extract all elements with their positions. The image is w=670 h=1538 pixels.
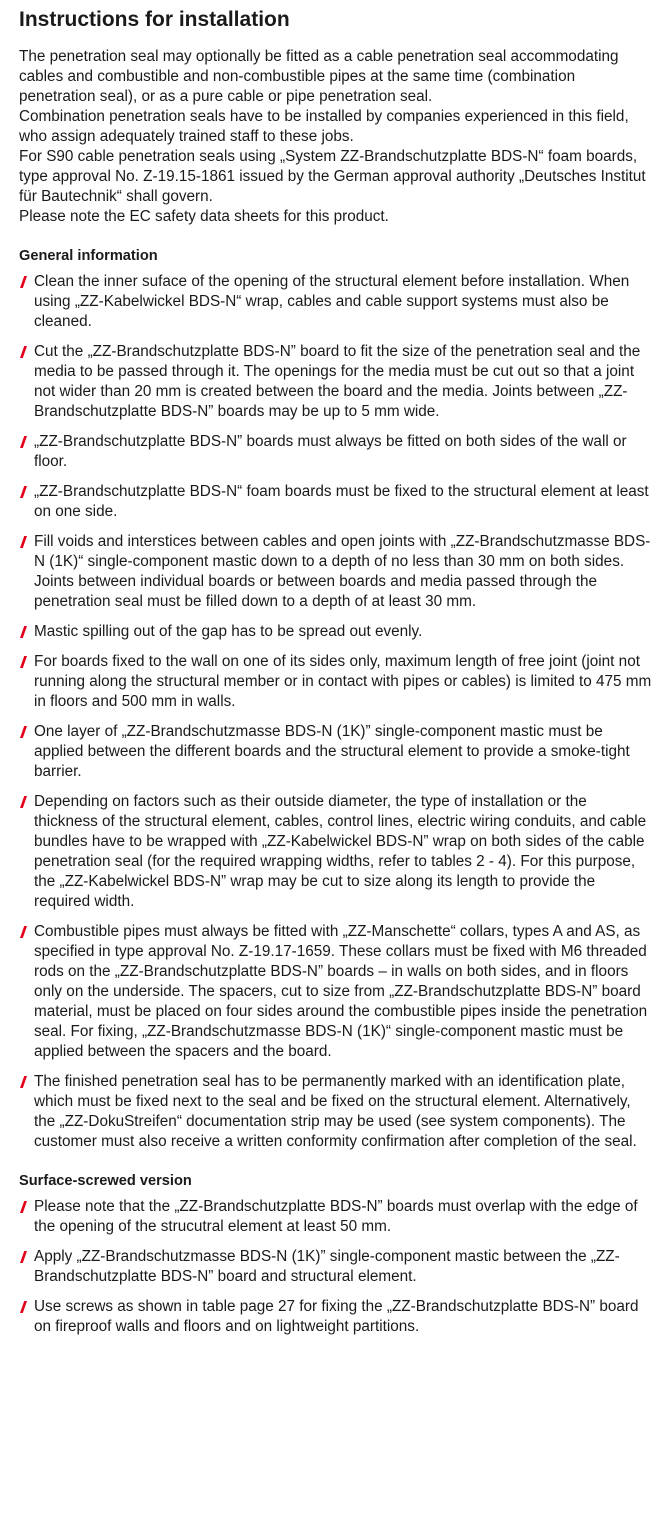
red-slash-bullet-icon (20, 1201, 27, 1213)
red-slash-bullet-icon (20, 1251, 27, 1263)
red-slash-bullet-icon (20, 486, 27, 498)
bullet-list (19, 272, 652, 1152)
list-item (19, 922, 652, 1062)
list-item (19, 1197, 652, 1237)
list-item-text: Fill voids and interstices between cables and open joints with „ZZ-Brandschutzmasse BDS-N (1K)“ single-component mastic down to a depth of no less than 30 mm on both sides. Joints between individual boards or between boards and media passed through the penetration seal must be filled down to a depth of at least 30 mm. (34, 533, 651, 610)
list-item-text: Please note that the „ZZ-Brandschutzplatte BDS-N” boards must overlap with the edge of the opening of the strucutral element at least 50 mm. (34, 1198, 638, 1235)
list-item-text: Use screws as shown in table page 27 for fixing the „ZZ-Brandschutzplatte BDS-N” board on fireproof walls and floors and on lightweight partitions. (34, 1298, 639, 1335)
red-slash-bullet-icon (20, 656, 27, 668)
list-item (19, 1297, 652, 1337)
intro-paragraph: Please note the EC safety data sheets for this product. (19, 208, 389, 225)
list-item-text: One layer of „ZZ-Brandschutzmasse BDS-N (1K)” single-component mastic must be applied between the different boards and the structural element to provide a smoke-tight barrier. (34, 723, 630, 780)
red-slash-bullet-icon (20, 926, 27, 938)
list-item (19, 342, 652, 422)
intro-paragraph: For S90 cable penetration seals using „System ZZ-Brandschutzplatte BDS-N“ foam boards, type approval No. Z-19.15-1861 issued by the German approval authority „Deutsches Institut für Bautechnik“ shall govern. (19, 148, 646, 205)
list-item-text: Clean the inner suface of the opening of the structural element before installation. When using „ZZ-Kabelwickel BDS-N“ wrap, cables and cable support systems must also be cleaned. (34, 273, 630, 330)
list-item-text: For boards fixed to the wall on one of its sides only, maximum length of free joint (joint not running along the structural member or in contact with pipes or cables) is limited to 475 mm in floors and 500 mm in walls. (34, 653, 652, 710)
list-item-text: Apply „ZZ-Brandschutzmasse BDS-N (1K)” single-component mastic between the „ZZ-Brandschutzplatte BDS-N” board and structural element. (34, 1248, 620, 1285)
list-item-text: Cut the „ZZ-Brandschutzplatte BDS-N” board to fit the size of the penetration seal and the media to be passed through it. The openings for the media must be cut out so that a joint not wider than 20 mm is created between the board and the media. Joints between „ZZ-Brandschutzplatte BDS-N” boards may be up to 5 mm wide. (34, 343, 641, 420)
red-slash-bullet-icon (20, 276, 27, 288)
list-item-text: The finished penetration seal has to be permanently marked with an identification plate, which must be fixed next to the seal and be fixed on the structural element. Alternatively, the „ZZ-DokuStreifen“ documentation strip may be used (see system components). The customer must also receive a written conformity confirmation after completion of the seal. (34, 1073, 637, 1150)
list-item (19, 792, 652, 912)
list-item (19, 532, 652, 612)
red-slash-bullet-icon (20, 436, 27, 448)
list-item (19, 482, 652, 522)
intro-text (19, 47, 652, 227)
list-item-text: „ZZ-Brandschutzplatte BDS-N“ foam boards must be fixed to the structural element at least on one side. (34, 483, 649, 520)
list-item (19, 272, 652, 332)
list-item (19, 622, 652, 642)
page-title: Instructions for installation (19, 8, 290, 31)
red-slash-bullet-icon (20, 346, 27, 358)
red-slash-bullet-icon (20, 1076, 27, 1088)
sections-container (19, 246, 652, 1337)
list-item-text: „ZZ-Brandschutzplatte BDS-N” boards must always be fitted on both sides of the wall or floor. (34, 433, 627, 470)
list-item-text: Combustible pipes must always be fitted with „ZZ-Manschette“ collars, types A and AS, as specified in type approval No. Z-19.17-1659. These collars must be fixed with M6 threaded rods on the „ZZ-Brandschutzplatte BDS-N” boards – in walls on both sides, and in floors only on the underside. The spacers, cut to size from „ZZ-Brandschutzplatte BDS-N” board material, must be placed on four sides around the combustible pipes inside the penetration seal. For fixing, „ZZ-Brandschutzmasse BDS-N (1K)“ single-component mastic must be applied between the spacers and the board. (34, 923, 648, 1060)
list-item (19, 432, 652, 472)
list-item-text: Mastic spilling out of the gap has to be spread out evenly. (34, 623, 423, 640)
red-slash-bullet-icon (20, 1301, 27, 1313)
list-item (19, 1072, 652, 1152)
intro-paragraph: Combination penetration seals have to be installed by companies experienced in this field, who assign adequately trained staff to these jobs. (19, 108, 629, 145)
red-slash-bullet-icon (20, 626, 27, 638)
red-slash-bullet-icon (20, 536, 27, 548)
list-item (19, 652, 652, 712)
section-heading: General information (19, 248, 158, 264)
red-slash-bullet-icon (20, 796, 27, 808)
red-slash-bullet-icon (20, 726, 27, 738)
list-item (19, 722, 652, 782)
list-item-text: Depending on factors such as their outside diameter, the type of installation or the thickness of the structural element, cables, control lines, electric wiring conduits, and cable bundles have to be wrapped with „ZZ-Kabelwickel BDS-N” wrap on both sides of the cable penetration seal (for the required wrapping widths, refer to tables 2 - 4). For this purpose, the „ZZ-Kabelwickel BDS-N” wrap may be cut to size along its length to provide the required width. (34, 793, 647, 910)
list-item (19, 1247, 652, 1287)
section-heading: Surface-screwed version (19, 1173, 192, 1189)
bullet-list (19, 1197, 652, 1337)
intro-paragraph: The penetration seal may optionally be fitted as a cable penetration seal accommodating cables and combustible and non-combustible pipes at the same time (combination penetration seal), or as a pure cable or pipe penetration seal. (19, 48, 619, 105)
